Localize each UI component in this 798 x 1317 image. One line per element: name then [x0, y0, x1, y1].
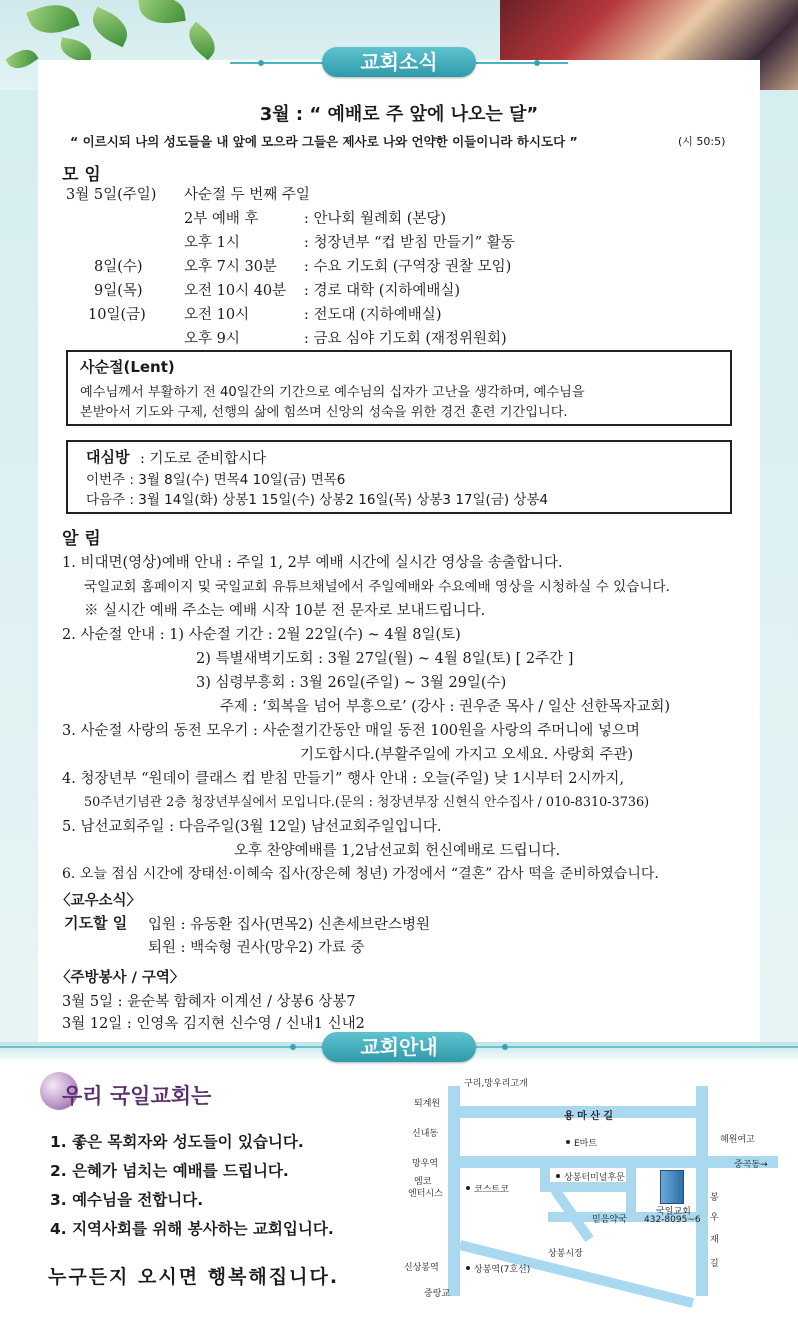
meeting-desc: : 수요 기도회 (구역장 권찰 모임) — [304, 259, 512, 275]
about-slogan: 누구든지 오시면 행복해집니다. — [48, 1266, 340, 1288]
meeting-desc: : 금요 심야 기도회 (재정위원회) — [304, 331, 507, 347]
notice-line: ※ 실시간 예배 주소는 예배 시작 10분 전 문자로 보내드립니다. — [84, 603, 486, 619]
notice-line: 4. 청장년부 “원데이 클래스 컵 받침 만들기” 행사 안내 : 오늘(주일) 낮 1시부터 2시까지, — [62, 771, 625, 787]
visitation-subtitle: : 기도로 준비합시다 — [140, 451, 267, 467]
meeting-desc: : 청장년부 “컵 받침 만들기” 활동 — [304, 235, 515, 251]
visitation-this-week: 이번주 : 3월 8일(수) 면목4 10일(금) 면목6 — [86, 472, 346, 488]
about-item: 3. 예수님을 전합니다. — [50, 1191, 204, 1209]
notice-line: 5. 남선교회주일 : 다음주일(3월 12일) 남선교회주일입니다. — [62, 819, 442, 835]
notice-line: 3. 사순절 사랑의 동전 모우기 : 사순절기간동안 매일 동전 100원을 사랑의 주머니에 넣으며 — [62, 723, 640, 739]
map-label: 재 — [710, 1235, 719, 1245]
notices-heading: 알 림 — [62, 529, 101, 549]
map-label: 상봉역(7호선) — [474, 1265, 531, 1275]
verse-reference: (시 50:5) — [678, 135, 726, 148]
map-marker — [556, 1174, 560, 1178]
meetings-heading: 모 임 — [62, 165, 101, 185]
meeting-date: 8일(수) — [94, 259, 143, 275]
map-label: 신상봉역 — [404, 1263, 439, 1273]
map-label: 구리,망우리고개 — [464, 1079, 528, 1089]
meeting-time: 오후 1시 — [184, 235, 240, 251]
notice-line: 6. 오늘 점심 시간에 장태선·이혜숙 집사(장은혜 청년) 가정에서 “결혼” 감사 떡을 준비하였습니다. — [62, 866, 659, 882]
about-item: 1. 좋은 목회자와 성도들이 있습니다. — [50, 1133, 304, 1151]
notice-line: 2. 사순절 안내 : 1) 사순절 기간 : 2월 22일(수) ~ 4월 8일(토) — [62, 627, 461, 643]
map-marker — [566, 1140, 570, 1144]
map-marker — [466, 1266, 470, 1270]
map-label: 믿음약국 — [592, 1215, 627, 1225]
about-item: 2. 은혜가 넘치는 예배를 드립니다. — [50, 1162, 289, 1180]
meeting-time: 사순절 두 번째 주일 — [184, 187, 310, 203]
map-road — [696, 1086, 708, 1296]
map-label: 망우역 — [412, 1159, 439, 1169]
section-title-news: 교회소식 — [322, 47, 476, 77]
divider-dot — [502, 1044, 508, 1050]
meeting-time: 오후 7시 30분 — [184, 259, 277, 275]
divider-dot — [258, 60, 264, 66]
theme-verse: “ 이르시되 나의 성도들을 내 앞에 모으라 그들은 제사로 나와 언약한 이들이니라 하시도다 ” — [70, 134, 578, 149]
map-label: 코스트코 — [474, 1185, 509, 1195]
notice-line: 3) 심령부흥회 : 3월 26일(주일) ~ 3월 29일(수) — [196, 675, 507, 691]
notice-line: 국일교회 홈페이지 및 국일교회 유튜브채널에서 주일예배와 수요예배 영상을 시청하실 수 있습니다. — [84, 579, 670, 595]
kitchen-row: 3월 12일 : 인영옥 김지현 신수영 / 신내1 신내2 — [62, 1016, 365, 1032]
kitchen-heading: 〈주방봉사 / 구역〉 — [56, 970, 185, 986]
notice-line: 오후 찬양예배를 1,2남선교회 헌신예배로 드립니다. — [234, 843, 561, 859]
section-title-guide: 교회안내 — [322, 1032, 476, 1062]
map-label: 퇴계원 — [414, 1099, 441, 1109]
notice-line: 1. 비대면(영상)예배 안내 : 주일 1, 2부 예배 시간에 실시간 영상을 송출합니다. — [62, 555, 563, 571]
visitation-title: 대심방 — [86, 448, 130, 466]
lent-line: 본받아서 기도와 구제, 선행의 삶에 힘쓰며 신앙의 성숙을 위한 경건 훈련 기간입니다. — [80, 405, 568, 420]
prayer-label: 기도할 일 — [64, 914, 128, 932]
map-label: 엠코 — [414, 1177, 432, 1187]
visitation-next-week: 다음주 : 3월 14일(화) 상봉1 15일(수) 상봉2 16일(목) 상봉3 17일(금) 상봉4 — [86, 492, 549, 508]
map-label: 신내동 — [412, 1129, 439, 1139]
divider-dot — [534, 60, 540, 66]
lent-title: 사순절(Lent) — [80, 358, 175, 376]
about-title: 우리 국일교회는 — [62, 1084, 212, 1108]
map-label: 용 마 산 길 — [564, 1111, 614, 1122]
meeting-time: 2부 예배 후 — [184, 211, 259, 227]
map-label: 엔터시스 — [408, 1189, 443, 1199]
meeting-time: 오전 10시 40분 — [184, 283, 287, 299]
map-label: 중곡동→ — [734, 1160, 768, 1170]
member-discharge: 퇴원 : 백숙형 권사(망우2) 가료 중 — [148, 940, 365, 956]
map-road — [448, 1156, 778, 1168]
map-label: 중랑교 — [424, 1289, 451, 1299]
notice-line: 50주년기념관 2층 청장년부실에서 모입니다.(문의 : 청장년부장 신현식 안수집사 / 010-8310-3736) — [84, 795, 650, 810]
map-label: 상봉터미널후문 — [564, 1173, 625, 1183]
member-admit: 입원 : 유동환 집사(면목2) 신촌세브란스병원 — [148, 917, 430, 933]
map-marker — [466, 1186, 470, 1190]
left-margin — [0, 90, 38, 1042]
map-church-name: 국일교회 — [656, 1207, 691, 1217]
about-item: 4. 지역사회를 위해 봉사하는 교회입니다. — [50, 1220, 334, 1238]
map-label: E마트 — [574, 1139, 598, 1149]
meeting-date: 10일(금) — [88, 307, 146, 323]
map-label: 혜원여고 — [720, 1135, 755, 1145]
month-theme-title: 3월 : “ 예배로 주 앞에 나오는 달” — [259, 104, 539, 125]
notice-line: 주제 : ‘회복을 넘어 부흥으로’ (강사 : 권우준 목사 / 일산 선한목자교회) — [220, 699, 671, 715]
notice-line: 기도합시다.(부활주일에 가지고 오세요. 사랑회 주관) — [300, 747, 634, 763]
meeting-date: 3월 5일(주일) — [66, 187, 157, 203]
map-label: 우 — [710, 1213, 719, 1223]
map-church-phone: 432-8095~6 — [644, 1215, 701, 1225]
kitchen-row: 3월 5일 : 윤순복 함혜자 이계선 / 상봉6 상봉7 — [62, 994, 356, 1010]
map-label: 봉 — [710, 1193, 719, 1203]
notice-line: 2) 특별새벽기도회 : 3월 27일(월) ~ 4월 8일(토) [ 2주간 ] — [196, 651, 574, 667]
meeting-desc: : 안나회 월례회 (본당) — [304, 211, 447, 227]
meeting-date: 9일(목) — [94, 283, 143, 299]
map-label: 상봉시장 — [548, 1249, 583, 1259]
meeting-desc: : 전도대 (지하예배실) — [304, 307, 442, 323]
location-map — [400, 1070, 790, 1310]
meeting-desc: : 경로 대학 (지하예배실) — [304, 283, 461, 299]
meeting-time: 오전 10시 — [184, 307, 250, 323]
divider-dot — [290, 1044, 296, 1050]
members-heading: 〈교우소식〉 — [56, 893, 142, 909]
church-building-icon — [660, 1170, 684, 1204]
right-margin — [760, 90, 798, 1042]
map-label: 길 — [710, 1259, 719, 1269]
meeting-time: 오후 9시 — [184, 331, 240, 347]
lent-line: 예수님께서 부활하기 전 40일간의 기간으로 예수님의 십자가 고난을 생각하며, 예수님을 — [80, 385, 585, 400]
